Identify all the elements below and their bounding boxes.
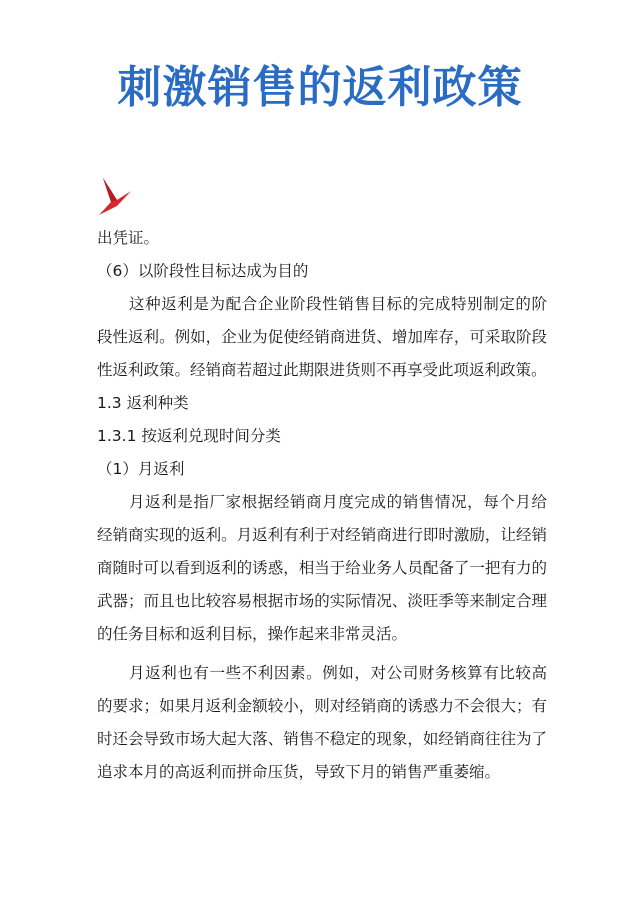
heading-stage-goal: （6）以阶段性目标达成为目的 xyxy=(97,262,309,280)
paragraph-monthly-rebate-drawbacks: 月返利也有一些不利因素。例如，对公司财务核算有比较高的要求；如果月返利金额较小，则对经销商的诱惑力不会很大；有时还会导致市场大起大落、销售不稳定的现象，如经销商往往为了追求本月的高返利而拼命压货，导致下月的销售严重萎缩。 xyxy=(97,664,547,781)
subsection-heading-by-time: 1.3.1 按返利兑现时间分类 xyxy=(97,427,281,445)
heading-monthly-rebate: （1）月返利 xyxy=(97,460,185,478)
red-bird-icon xyxy=(97,178,133,216)
section-heading-rebate-types: 1.3 返利种类 xyxy=(97,394,189,412)
page-title: 刺激销售的返利政策 xyxy=(117,62,523,113)
document-body xyxy=(97,222,547,789)
paragraph-continuation: 出凭证。 xyxy=(97,229,160,247)
paragraph-stage-rebate: 这种返利是为配合企业阶段性销售目标的完成特别制定的阶段性返利。例如，企业为促使经销商进货、增加库存，可采取阶段性返利政策。经销商若超过此期限进货则不再享受此项返利政策。 xyxy=(97,295,547,379)
paragraph-monthly-rebate: 月返利是指厂家根据经销商月度完成的销售情况，每个月给经销商实现的返利。月返利有利于对经销商进行即时激励，让经销商随时可以看到返利的诱惑，相当于给业务人员配备了一把有力的武器；而且也比较容易根据市场的实际情况、淡旺季等来制定合理的任务目标和返利目标，操作起来非常灵活。 xyxy=(97,493,547,643)
